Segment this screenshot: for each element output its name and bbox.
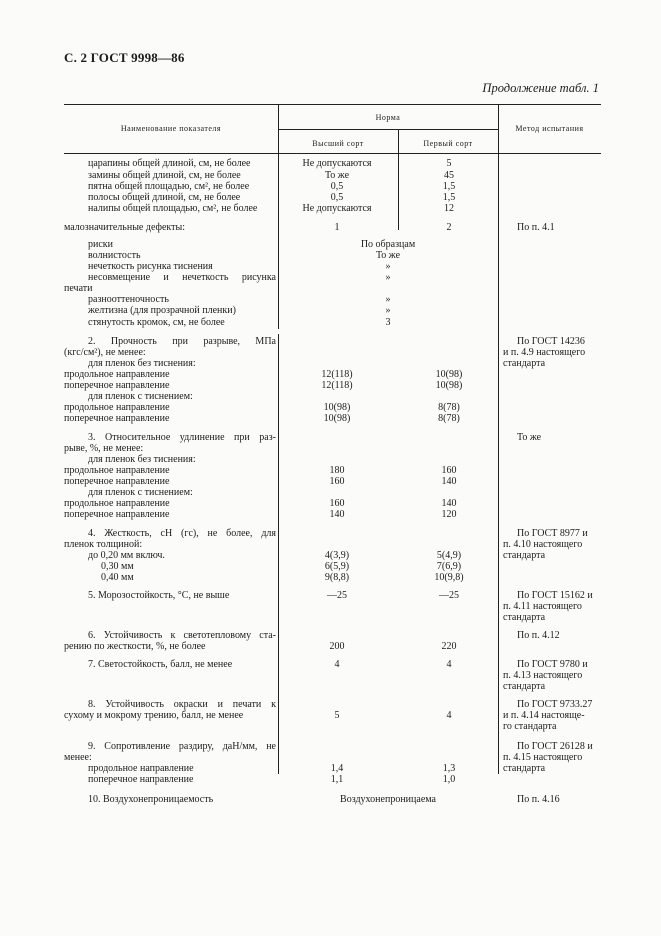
row-highest: 4(3,9) bbox=[324, 550, 350, 561]
minor-defects-highest: 1 bbox=[334, 222, 340, 233]
header-norm: Норма bbox=[375, 113, 401, 122]
method-line: п. 4.10 настоящего bbox=[503, 539, 583, 550]
row-name: риски bbox=[88, 239, 113, 250]
row-name: замины общей длиной, см, не более bbox=[88, 170, 241, 181]
method-line: По ГОСТ 8977 и bbox=[517, 528, 588, 539]
row-first: 4 bbox=[446, 659, 452, 670]
row-highest: 12(118) bbox=[321, 380, 353, 391]
method-line: По ГОСТ 9733.27 bbox=[517, 699, 593, 710]
table-header-bottom-rule bbox=[64, 153, 601, 154]
row-value: » bbox=[385, 305, 391, 316]
group-label: для пленок без тиснения: bbox=[88, 358, 196, 369]
method-line: стандарта bbox=[503, 550, 546, 561]
section-title: 4. Жесткость, сН (гс), не более, для bbox=[88, 528, 276, 539]
row-value: » bbox=[385, 294, 391, 305]
row-first: 8(78) bbox=[438, 402, 460, 413]
row-name: поперечное направление bbox=[88, 774, 194, 785]
row-highest: 9(8,8) bbox=[324, 572, 350, 583]
page-title: С. 2 ГОСТ 9998—86 bbox=[64, 50, 185, 65]
row-name: волнистость bbox=[88, 250, 141, 261]
row-highest: 200 bbox=[329, 641, 345, 652]
section-title: 6. Устойчивость к светотепловому ста- bbox=[88, 630, 276, 641]
row-highest: Не допускаются bbox=[302, 203, 372, 214]
group-label: для пленок без тиснения: bbox=[88, 454, 196, 465]
row-name: разнооттеночность bbox=[88, 294, 169, 305]
row-name: печати bbox=[64, 283, 93, 294]
row-highest: 1,4 bbox=[330, 763, 344, 774]
section-title: 3. Относительное удлинение при раз- bbox=[88, 432, 276, 443]
minor-defects-first: 2 bbox=[446, 222, 452, 233]
row-name: поперечное направление bbox=[64, 476, 170, 487]
row-first: 12 bbox=[444, 203, 454, 214]
group-label: для пленок с тиснением: bbox=[88, 487, 193, 498]
section-title: рыве, %, не менее: bbox=[64, 443, 144, 454]
method-line: п. 4.13 настоящего bbox=[503, 670, 583, 681]
minor-defects-method: По п. 4.1 bbox=[517, 222, 555, 233]
method-line: стандарта bbox=[503, 681, 546, 692]
row-highest: 5 bbox=[334, 710, 340, 721]
method-line: стандарта bbox=[503, 763, 546, 774]
row-first: 1,5 bbox=[442, 192, 456, 203]
method-line: стандарта bbox=[503, 358, 546, 369]
row-name: пятна общей площадью, см², не более bbox=[88, 181, 250, 192]
row-name: полосы общей длиной, см, не более bbox=[88, 192, 241, 203]
row-name: поперечное направление bbox=[64, 380, 170, 391]
row-name: поперечное направление bbox=[64, 509, 170, 520]
row-name: продольное направление bbox=[64, 498, 170, 509]
row-first: 220 bbox=[441, 641, 457, 652]
method-line: По ГОСТ 14236 bbox=[517, 336, 585, 347]
row-highest: То же bbox=[324, 170, 350, 181]
section-title: рению по жесткости, %, не более bbox=[64, 641, 206, 652]
row-highest: 6(5,9) bbox=[324, 561, 350, 572]
row-first: 160 bbox=[441, 465, 457, 476]
section-title: сухому и мокрому трению, балл, не менее bbox=[64, 710, 244, 721]
row-first: 120 bbox=[441, 509, 457, 520]
method-line: го стандарта bbox=[503, 721, 557, 732]
section-title: 8. Устойчивость окраски и печати к bbox=[88, 699, 276, 710]
method-line: То же bbox=[517, 432, 542, 443]
method-line: По п. 4.16 bbox=[517, 794, 560, 805]
row-name: продольное направление bbox=[64, 465, 170, 476]
method-line: п. 4.11 настоящего bbox=[503, 601, 582, 612]
row-highest: 160 bbox=[329, 476, 345, 487]
section-title: 10. Воздухонепроницаемость bbox=[88, 794, 214, 805]
row-first: 7(6,9) bbox=[436, 561, 462, 572]
header-first-grade: Первый сорт bbox=[423, 139, 473, 148]
row-name: несовмещение и нечеткость рисунка bbox=[88, 272, 276, 283]
section-title: пленок толщиной: bbox=[64, 539, 143, 550]
row-name: продольное направление bbox=[64, 369, 170, 380]
row-first: 140 bbox=[441, 476, 457, 487]
row-highest: 10(98) bbox=[323, 402, 351, 413]
row-first: 10(98) bbox=[435, 380, 463, 391]
row-first: 10(9,8) bbox=[434, 572, 464, 583]
row-name: поперечное направление bbox=[64, 413, 170, 424]
row-value: 3 bbox=[385, 317, 391, 328]
row-first: 1,5 bbox=[442, 181, 456, 192]
row-name: налипы общей площадью, см², не более bbox=[88, 203, 258, 214]
table-continuation-label: Продолжение табл. 1 bbox=[482, 81, 599, 95]
row-highest: 10(98) bbox=[323, 413, 351, 424]
row-highest: 12(118) bbox=[321, 369, 353, 380]
row-value: Воздухонепроницаема bbox=[340, 794, 436, 805]
row-highest: 180 bbox=[329, 465, 345, 476]
row-first: 140 bbox=[441, 498, 457, 509]
row-highest: 1,1 bbox=[330, 774, 344, 785]
method-line: По п. 4.12 bbox=[517, 630, 560, 641]
row-highest: 4 bbox=[334, 659, 340, 670]
row-name: царапины общей длиной, см, не более bbox=[88, 158, 251, 169]
row-first: 5 bbox=[446, 158, 452, 169]
method-line: стандарта bbox=[503, 612, 546, 623]
row-highest: 140 bbox=[329, 509, 345, 520]
row-name: продольное направление bbox=[88, 763, 194, 774]
row-value: » bbox=[385, 261, 391, 272]
method-line: и п. 4.14 настояще- bbox=[503, 710, 585, 721]
row-highest: 0,5 bbox=[330, 181, 344, 192]
method-line: п. 4.15 настоящего bbox=[503, 752, 583, 763]
norm-subheader-rule bbox=[278, 129, 498, 130]
section-title: 2. Прочность при разрыве, МПа bbox=[88, 336, 276, 347]
row-name: нечеткость рисунка тиснения bbox=[88, 261, 213, 272]
section-title: (кгс/см²), не менее: bbox=[64, 347, 146, 358]
row-highest: 0,5 bbox=[330, 192, 344, 203]
header-indicator-name: Наименование показателя bbox=[120, 124, 222, 133]
row-first: —25 bbox=[439, 590, 459, 601]
section-title: 5. Морозостойкость, °С, не выше bbox=[88, 590, 230, 601]
row-first: 1,0 bbox=[442, 774, 456, 785]
row-first: 10(98) bbox=[435, 369, 463, 380]
row-first: 45 bbox=[444, 170, 454, 181]
row-highest: —25 bbox=[327, 590, 347, 601]
row-first: 1,3 bbox=[442, 763, 456, 774]
header-test-method: Метод испытания bbox=[515, 124, 584, 133]
row-highest: Не допускаются bbox=[302, 158, 372, 169]
row-first: 4 bbox=[446, 710, 452, 721]
section-title: менее: bbox=[64, 752, 92, 763]
minor-defects-label: малозначительные дефекты: bbox=[64, 222, 186, 233]
row-first: 5(4,9) bbox=[436, 550, 462, 561]
column-divider bbox=[278, 104, 279, 329]
section-title: 9. Сопротивление раздиру, даН/мм, не bbox=[88, 741, 276, 752]
row-first: 8(78) bbox=[438, 413, 460, 424]
row-name: до 0,20 мм включ. bbox=[88, 550, 165, 561]
row-name: стянутость кромок, см, не более bbox=[88, 317, 225, 328]
method-line: и п. 4.9 настоящего bbox=[503, 347, 586, 358]
row-name: 0,40 мм bbox=[101, 572, 134, 583]
row-value: » bbox=[385, 272, 391, 283]
row-highest: 160 bbox=[329, 498, 345, 509]
row-value: То же bbox=[375, 250, 401, 261]
method-line: По ГОСТ 9780 и bbox=[517, 659, 588, 670]
row-name: продольное направление bbox=[64, 402, 170, 413]
group-label: для пленок с тиснением: bbox=[88, 391, 193, 402]
row-name: 0,30 мм bbox=[101, 561, 134, 572]
section-title: 7. Светостойкость, балл, не менее bbox=[88, 659, 233, 670]
row-value: По образцам bbox=[360, 239, 416, 250]
table-top-rule bbox=[64, 104, 601, 105]
method-line: По ГОСТ 26128 и bbox=[517, 741, 593, 752]
header-highest-grade: Высший сорт bbox=[312, 139, 364, 148]
method-line: По ГОСТ 15162 и bbox=[517, 590, 593, 601]
row-name: желтизна (для прозрачной пленки) bbox=[88, 305, 236, 316]
